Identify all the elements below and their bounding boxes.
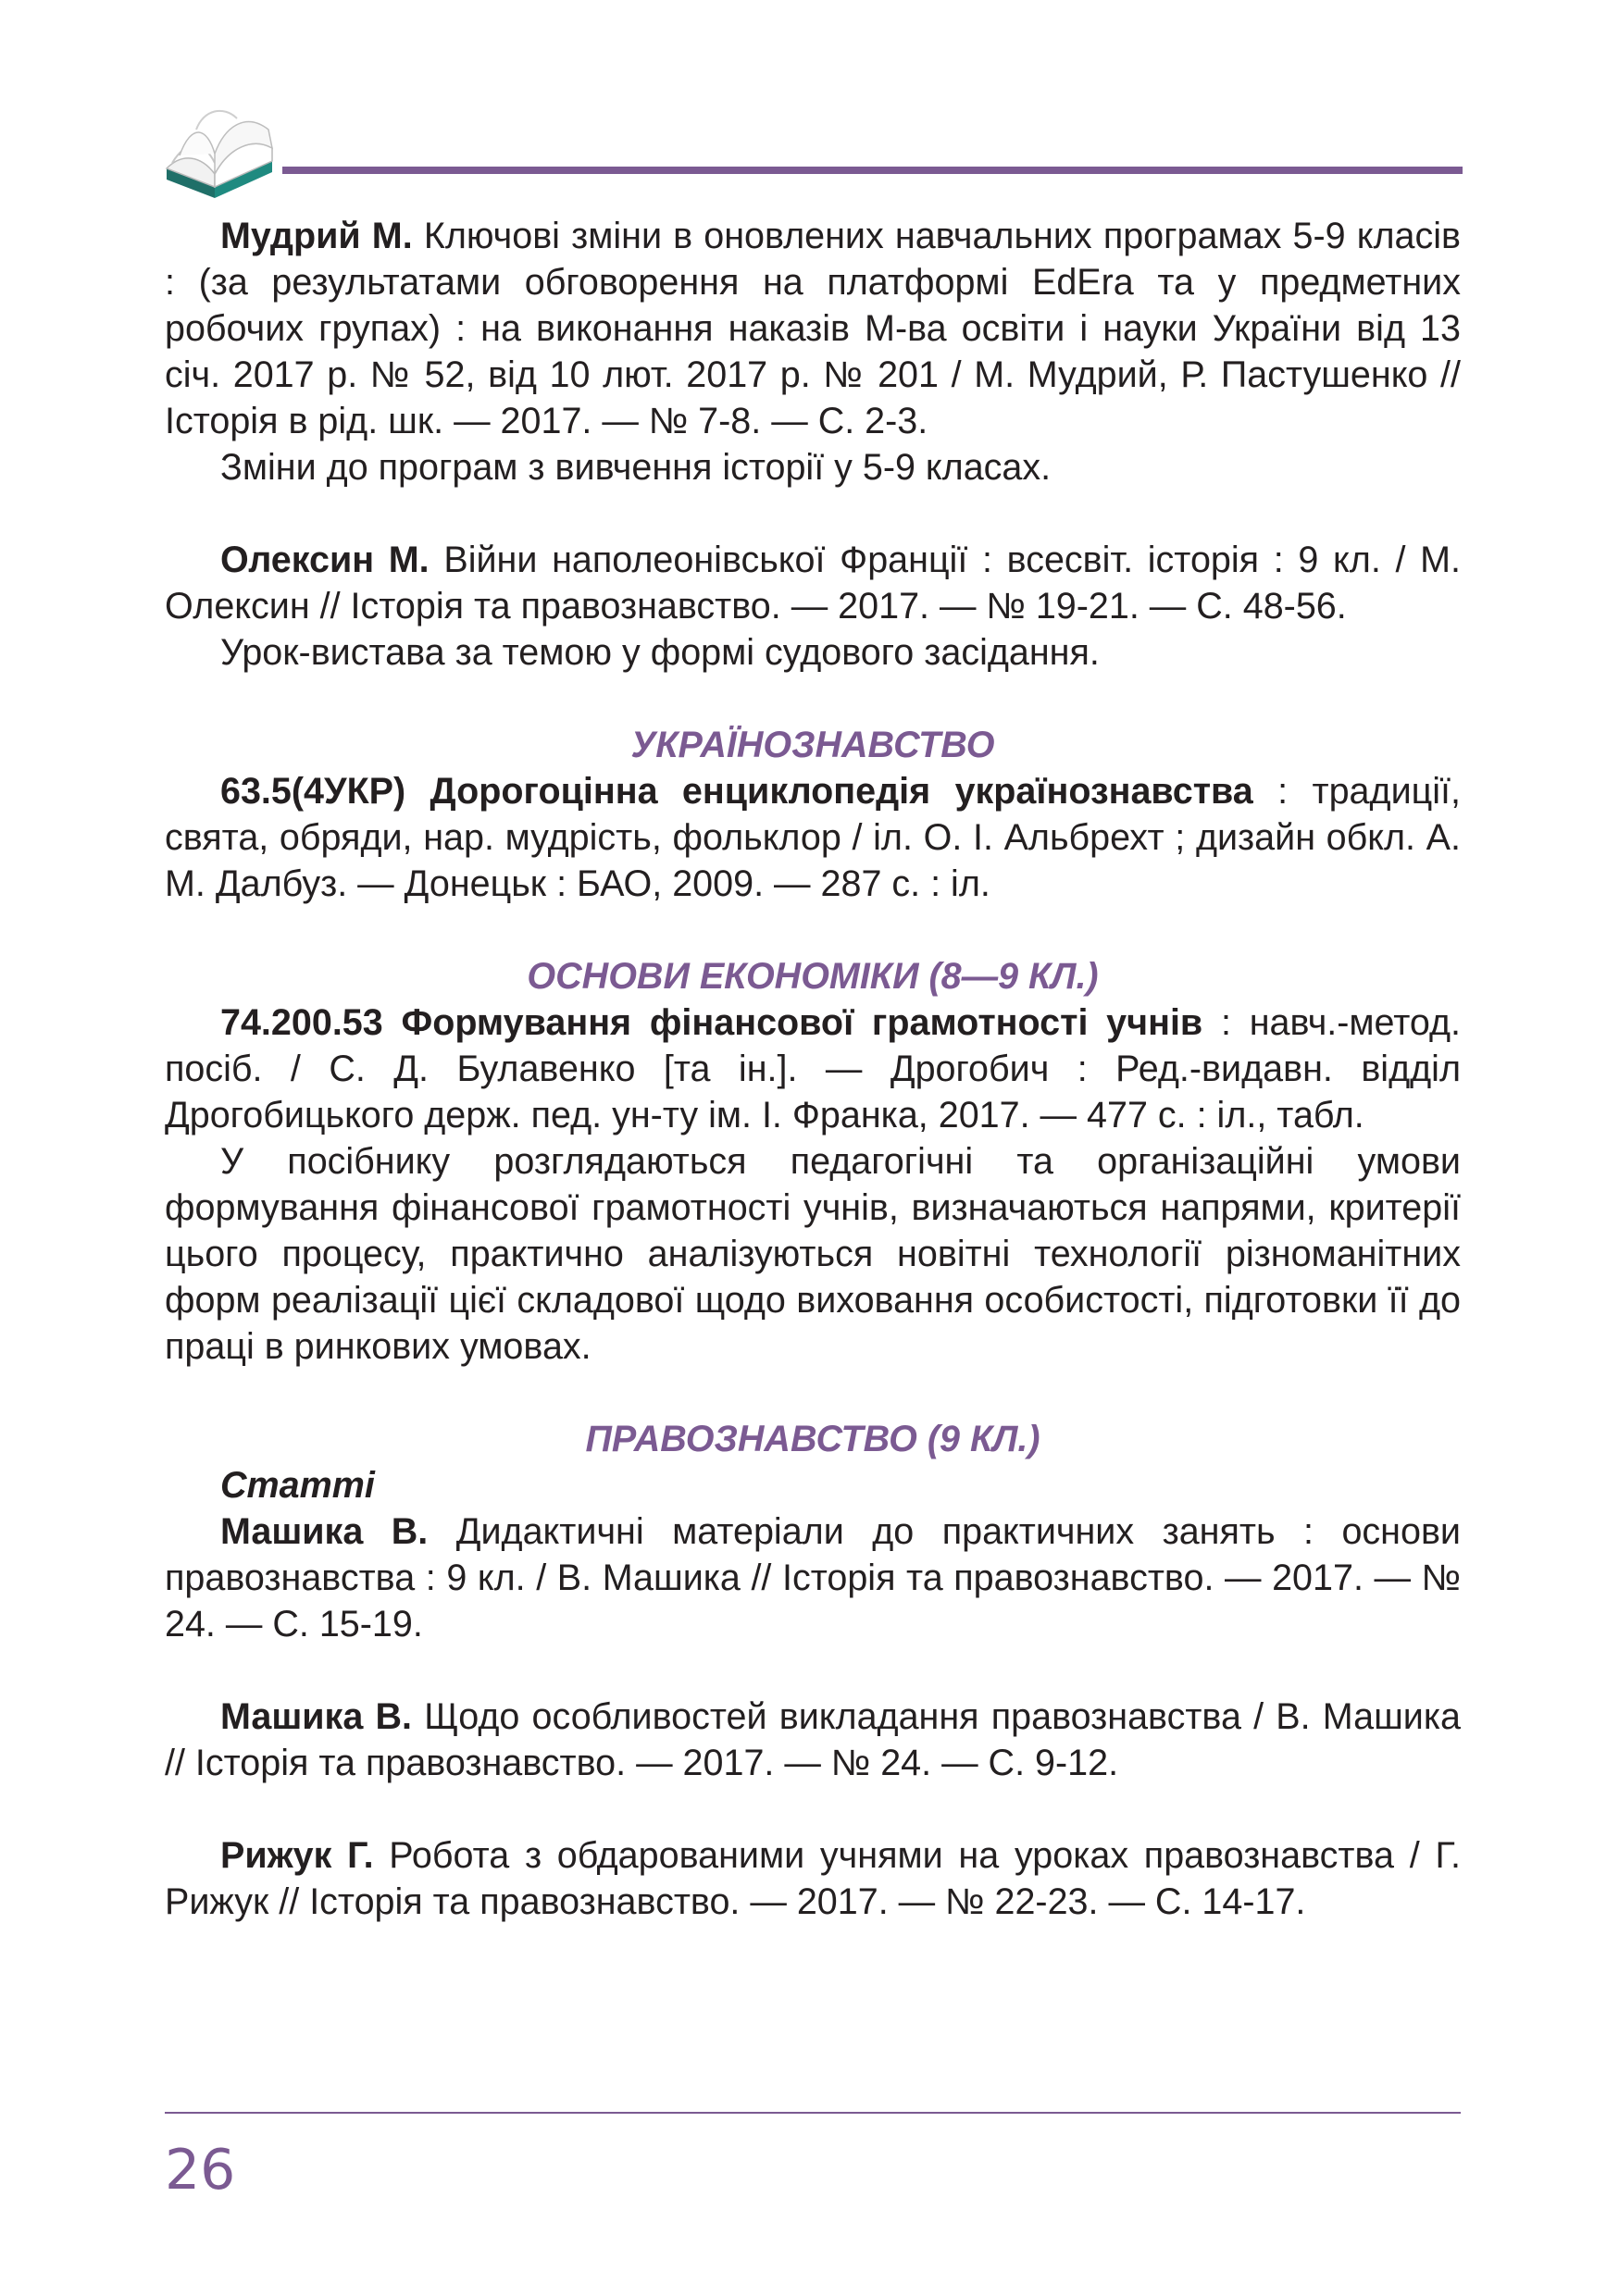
entry-author: Машика В. bbox=[220, 1696, 412, 1737]
entry-text: : традиції, свята, обряди, нар. мудрість, фольклор / іл. О. І. Альбрехт ; дизайн обкл. А. М. Далбуз. — Донецьк : БАО, 2009. — 287 с. : іл. bbox=[165, 771, 1461, 904]
entry-text: : навч.-метод. посіб. / С. Д. Булавенко [та ін.]. — Дрогобич : Ред.-видавн. відділ Дрогобицького держ. пед. ун-ту ім. І. Франка, 2017. — 477 с. : іл., табл. bbox=[165, 1002, 1461, 1136]
page-content bbox=[165, 213, 1461, 1925]
entry-text: Війни наполеонівської Франції : всесвіт. історія : 9 кл. / М. Олексин // Історія та правознавство. — 2017. — № 19-21. — С. 48-56. bbox=[165, 540, 1462, 627]
section-heading-economics: ОСНОВИ ЕКОНОМІКИ (8—9 КЛ.) bbox=[527, 956, 1099, 997]
open-book-icon bbox=[159, 102, 280, 204]
entry-encyclopedia bbox=[165, 768, 1461, 907]
entry-author: 74.200.53 Формування фінансової грамотності учнів bbox=[220, 1002, 1203, 1043]
footer-rule bbox=[165, 2112, 1461, 2114]
entry-oleksyn bbox=[165, 537, 1461, 629]
entry-mudryi bbox=[165, 213, 1461, 444]
subheading-articles: Статті bbox=[220, 1465, 375, 1506]
entry-author: 63.5(4УКР) Дорогоцінна енциклопедія українознавства bbox=[220, 771, 1253, 812]
entry-author: Рижук Г. bbox=[220, 1835, 374, 1876]
page-number: 26 bbox=[165, 2138, 236, 2203]
entry-text: Щодо особливостей викладання правознавства / В. Машика // Історія та правознавство. — 2017. — № 24. — С. 9-12. bbox=[165, 1696, 1461, 1783]
entry-annotation: У посібнику розглядаються педагогічні та організаційні умови формування фінансової грамотності учнів, визначаються напрями, критерії цього процесу, практично аналізуються новітні технології різноманітних форм реалізації цієї складової щодо виховання особистості, підготовки її до праці в ринкових умовах. bbox=[165, 1141, 1461, 1367]
entry-text: Ключові зміни в оновлених навчальних програмах 5-9 класів : (за результатами обговорення на платформі EdEra та у предметних робочих групах) : на виконання наказів М-ва освіти і науки України від 13 січ. 2017 р. № 52, від 10 лют. 2017 р. № 201 / М. Мудрий, Р. Пастушенко // Історія в рід. шк. — 2017. — № 7-8. — С. 2-3. bbox=[165, 216, 1461, 441]
entry-author: Машика В. bbox=[220, 1511, 429, 1552]
entry-mashyka-1 bbox=[165, 1508, 1461, 1647]
entry-author: Мудрий М. bbox=[220, 216, 413, 256]
entry-note: Урок-вистава за темою у формі судового засідання. bbox=[220, 632, 1100, 673]
section-heading-law: ПРАВОЗНАВСТВО (9 КЛ.) bbox=[585, 1419, 1040, 1459]
entry-mashyka-2 bbox=[165, 1694, 1461, 1786]
entry-text: Дидактичні матеріали до практичних занять : основи правознавства : 9 кл. / В. Машика // Історія та правознавство. — 2017. — № 24. — С. 15-19. bbox=[165, 1511, 1461, 1644]
entry-author: Олексин М. bbox=[220, 540, 430, 580]
entry-note: Зміни до програм з вивчення історії у 5-9 класах. bbox=[220, 447, 1052, 488]
entry-text: Робота з обдарованими учнями на уроках правознавства / Г. Рижук // Історія та правознавство. — 2017. — № 22-23. — С. 14-17. bbox=[165, 1835, 1461, 1922]
header-rule bbox=[282, 167, 1463, 174]
entry-financial-literacy bbox=[165, 999, 1461, 1138]
section-heading-ukrainoznavstvo: УКРАЇНОЗНАВСТВО bbox=[630, 725, 995, 765]
entry-ryzhuk bbox=[165, 1832, 1461, 1925]
